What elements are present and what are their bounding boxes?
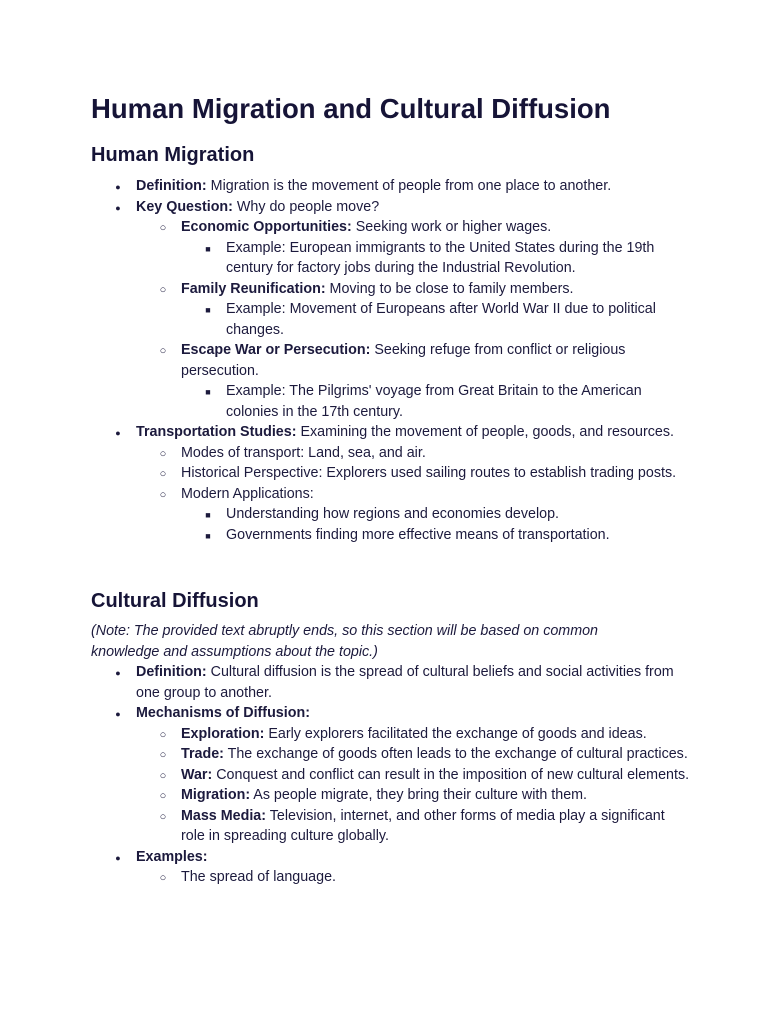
bullet-square-icon xyxy=(201,299,215,321)
list-item xyxy=(91,197,691,423)
bullet-square-icon xyxy=(201,504,215,526)
sub-sub-list xyxy=(91,238,691,279)
bullet-circle-icon xyxy=(156,340,170,362)
item-text: The spread of language. xyxy=(181,869,336,885)
bullet-disc-icon xyxy=(111,847,125,869)
list-item xyxy=(91,299,691,340)
term-label: Exploration: xyxy=(181,725,265,742)
note-text: (Note: The provided text abruptly ends, so this section will be based on common knowledge and assumptions about the topic.) xyxy=(91,623,599,660)
term-text: Seeking work or higher wages. xyxy=(351,219,552,235)
bullet-circle-icon xyxy=(156,765,170,787)
bullet-circle-icon xyxy=(156,279,170,301)
list-item xyxy=(91,381,691,422)
bullet-disc-icon xyxy=(111,422,125,444)
list-item xyxy=(91,724,691,745)
term-text: Early explorers facilitated the exchange of goods and ideas. xyxy=(264,725,647,742)
sub-list xyxy=(91,724,691,847)
example-text: Example: Movement of Europeans after World War II due to political changes. xyxy=(226,301,656,338)
human-migration-section xyxy=(91,176,691,545)
sub-sub-list xyxy=(91,381,691,422)
bullet-disc-icon xyxy=(111,662,125,684)
bullet-square-icon xyxy=(201,525,215,547)
bullet-circle-icon xyxy=(156,724,170,746)
sub-sub-list xyxy=(91,504,691,545)
list-item xyxy=(91,443,691,464)
list-item xyxy=(91,504,691,525)
term-label: Definition: xyxy=(136,178,207,194)
document-title: Human Migration and Cultural Diffusion xyxy=(91,93,611,124)
term-label: Escape War or Persecution: xyxy=(181,342,371,358)
list-item xyxy=(91,525,691,546)
bullet-circle-icon xyxy=(156,217,170,239)
bullet-disc-icon xyxy=(111,703,125,725)
term-text: Conquest and conflict can result in the imposition of new cultural elements. xyxy=(212,766,690,783)
term-text: Migration is the movement of people from one place to another. xyxy=(206,178,612,194)
term-text: As people migrate, they bring their culture with them. xyxy=(250,787,588,803)
list-item xyxy=(91,847,691,888)
term-label: Transportation Studies: xyxy=(136,424,297,440)
sub-list xyxy=(91,867,691,888)
term-label: Mechanisms of Diffusion: xyxy=(136,705,310,721)
term-label: Definition: xyxy=(136,664,207,680)
item-text: Historical Perspective: Explorers used sailing routes to establish trading posts. xyxy=(181,465,677,481)
term-label: Examples: xyxy=(136,848,208,865)
bullet-list xyxy=(91,662,691,888)
bullet-list xyxy=(91,176,691,545)
bullet-circle-icon xyxy=(156,484,170,506)
list-item xyxy=(91,703,691,847)
section-heading-cultural-diffusion: Cultural Diffusion xyxy=(91,590,259,612)
term-text: The exchange of goods often leads to the exchange of cultural practices. xyxy=(223,746,688,762)
bullet-circle-icon xyxy=(156,744,170,766)
sub-list xyxy=(91,443,691,546)
term-label: Family Reunification: xyxy=(181,280,326,297)
list-item xyxy=(91,785,691,806)
bullet-disc-icon xyxy=(111,197,125,219)
term-label: Economic Opportunities: xyxy=(181,219,352,235)
item-text: Modern Applications: xyxy=(181,485,314,502)
term-label: Migration: xyxy=(181,787,251,803)
cultural-diffusion-section xyxy=(91,621,691,888)
list-item xyxy=(91,340,691,422)
sub-sub-list xyxy=(91,299,691,340)
bullet-circle-icon xyxy=(156,806,170,828)
list-item xyxy=(91,484,691,546)
list-item xyxy=(91,279,691,341)
term-text: Moving to be close to family members. xyxy=(325,280,574,297)
example-text: Example: The Pilgrims' voyage from Great Britain to the American colonies in the 17th century. xyxy=(226,383,642,420)
list-item xyxy=(91,422,691,545)
bullet-circle-icon xyxy=(156,463,170,485)
bullet-square-icon xyxy=(201,238,215,260)
bullet-square-icon xyxy=(201,381,215,403)
term-text: Examining the movement of people, goods, and resources. xyxy=(296,424,674,440)
term-label: Trade: xyxy=(181,746,224,762)
bullet-disc-icon xyxy=(111,176,125,198)
term-label: War: xyxy=(181,766,213,783)
list-item xyxy=(91,744,691,765)
term-text: Television, internet, and other forms of media play a significant role in spreading culture globally. xyxy=(181,807,665,844)
term-label: Key Question: xyxy=(136,198,233,215)
item-text: Understanding how regions and economies develop. xyxy=(226,506,560,522)
list-item xyxy=(91,463,691,484)
bullet-circle-icon xyxy=(156,867,170,889)
list-item xyxy=(91,217,691,279)
term-text: Cultural diffusion is the spread of cultural beliefs and social activities from one group to another. xyxy=(136,664,674,701)
bullet-circle-icon xyxy=(156,785,170,807)
list-item xyxy=(91,238,691,279)
example-text: Example: European immigrants to the United States during the 19th century for factory jobs during the Industrial Revolution. xyxy=(226,239,655,276)
term-label: Mass Media: xyxy=(181,807,267,824)
list-item xyxy=(91,662,691,703)
list-item xyxy=(91,765,691,786)
list-item xyxy=(91,867,691,888)
item-text: Modes of transport: Land, sea, and air. xyxy=(181,444,426,461)
bullet-circle-icon xyxy=(156,443,170,465)
section-heading-human-migration: Human Migration xyxy=(91,144,255,166)
list-item xyxy=(91,176,691,197)
term-text: Why do people move? xyxy=(232,198,380,215)
sub-list xyxy=(91,217,691,422)
term-text: Seeking refuge from conflict or religious persecution. xyxy=(181,342,626,379)
list-item xyxy=(91,806,691,847)
item-text: Governments finding more effective means of transportation. xyxy=(226,526,610,543)
